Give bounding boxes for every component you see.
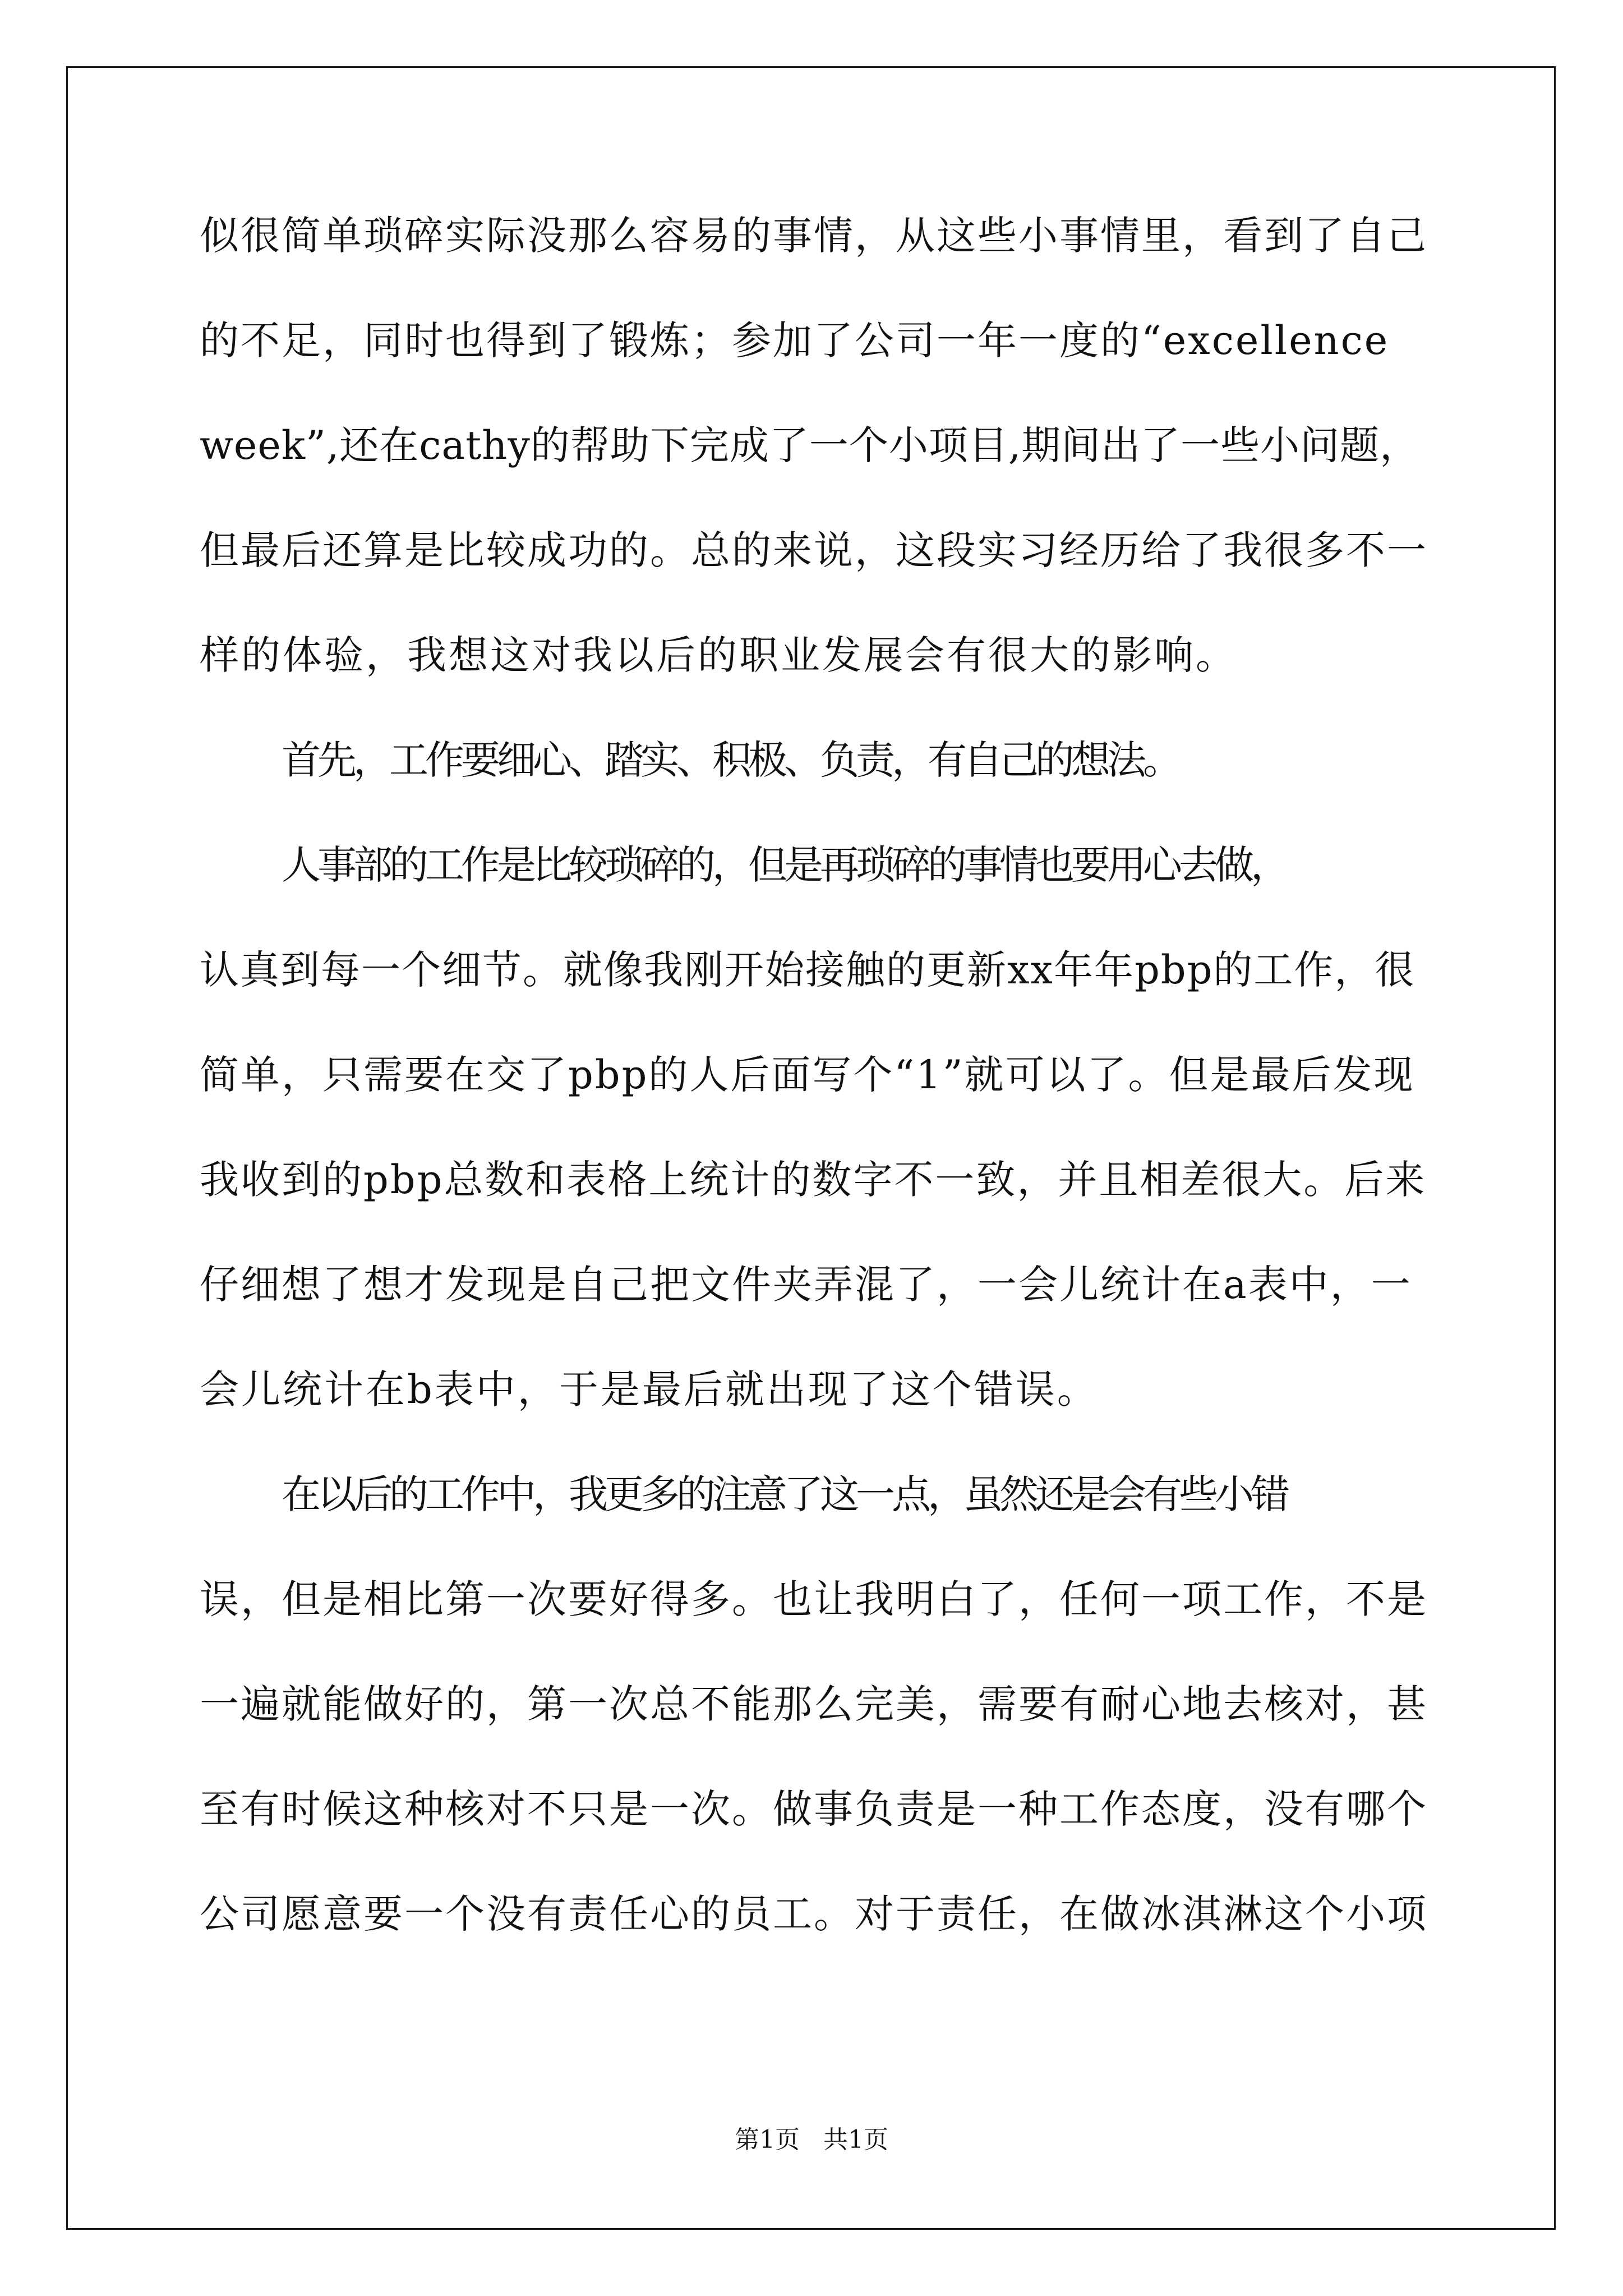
text-line: 我收到的pbp总数和表格上统计的数字不一致，并且相差很大。后来 bbox=[200, 1157, 1427, 1203]
text-line: 人事部的工作是比较琐碎的，但是再琐碎的事情也要用心去做， bbox=[282, 842, 1287, 888]
text-line: 的不足，同时也得到了锻炼；参加了公司一年一度的“excellence bbox=[200, 318, 1390, 364]
page-footer: 第1页 共1页 bbox=[735, 2125, 888, 2154]
text-line: 认真到每一个细节。就像我刚开始接触的更新xx年年pbp的工作，很 bbox=[200, 947, 1415, 993]
text-line: 仔细想了想才发现是自己把文件夹弄混了，一会儿统计在a表中，一 bbox=[200, 1262, 1412, 1308]
text-line: 在以后的工作中，我更多的注意了这一点，虽然还是会有些小错 bbox=[282, 1471, 1287, 1517]
text-line: 会儿统计在b表中，于是最后就出现了这个错误。 bbox=[200, 1366, 1099, 1412]
text-line: 公司愿意要一个没有责任心的员工。对于责任，在做冰淇淋这个小项 bbox=[200, 1891, 1428, 1937]
text-line: 简单，只需要在交了pbp的人后面写个“1”就可以了。但是最后发现 bbox=[200, 1052, 1415, 1098]
text-line: 样的体验，我想这对我以后的职业发展会有很大的影响。 bbox=[200, 632, 1237, 678]
text-line: 误，但是相比第一次要好得多。也让我明白了，任何一项工作，不是 bbox=[200, 1576, 1428, 1622]
text-line: 首先，工作要细心、踏实、积极、负责，有自己的想法。 bbox=[282, 737, 1179, 783]
text-line: 似很简单琐碎实际没那么容易的事情，从这些小事情里，看到了自己 bbox=[200, 213, 1428, 259]
text-line: 至有时候这种核对不只是一次。做事负责是一种工作态度，没有哪个 bbox=[200, 1786, 1428, 1832]
text-line: week”,还在cathy的帮助下完成了一个小项目,期间出了一些小问题， bbox=[200, 422, 1420, 468]
text-line: 一遍就能做好的，第一次总不能那么完美，需要有耐心地去核对，甚 bbox=[200, 1681, 1428, 1727]
text-line: 但最后还算是比较成功的。总的来说，这段实习经历给了我很多不一 bbox=[200, 527, 1428, 573]
